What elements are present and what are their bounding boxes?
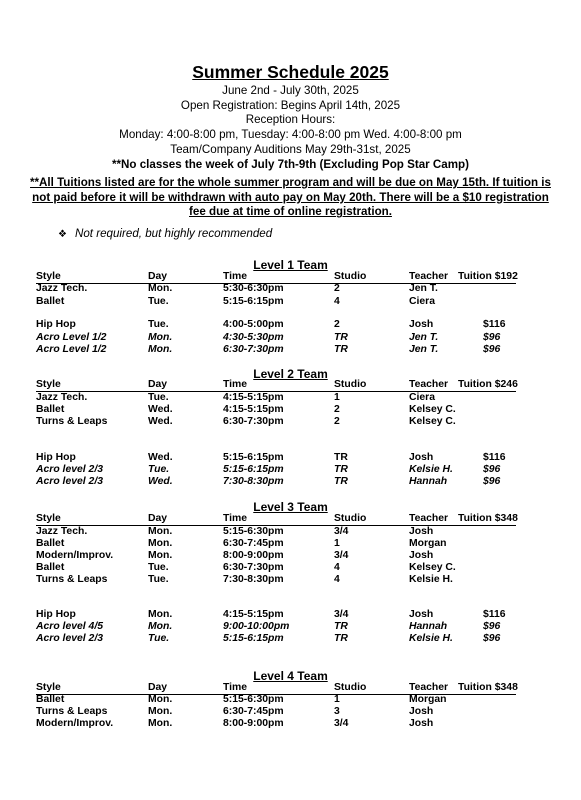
cell-studio: 4 xyxy=(334,296,340,307)
schedule-row xyxy=(0,718,581,731)
cell-teacher: Jen T. xyxy=(409,283,438,294)
cell-day: Mon. xyxy=(148,538,173,549)
schedule-row xyxy=(0,319,581,332)
cell-tuition: $116 xyxy=(483,319,506,330)
cell-style: Jazz Tech. xyxy=(36,283,88,294)
column-header: Day xyxy=(148,513,168,524)
cell-studio: 1 xyxy=(334,538,340,549)
cell-time: 7:30-8:30pm xyxy=(223,476,284,487)
cell-time: 4:00-5:00pm xyxy=(223,319,284,330)
column-header: Style xyxy=(36,513,61,524)
tuition-header: Tuition $192 xyxy=(458,271,518,282)
date-range: June 2nd - July 30th, 2025 xyxy=(222,84,359,97)
cell-day: Wed. xyxy=(148,452,173,463)
schedule-row xyxy=(0,416,581,429)
cell-time: 5:15-6:15pm xyxy=(223,296,284,307)
column-header: Studio xyxy=(334,379,367,390)
cell-style: Acro level 2/3 xyxy=(36,464,104,475)
cell-style: Hip Hop xyxy=(36,319,76,330)
cell-day: Mon. xyxy=(148,706,173,717)
cell-time: 5:15-6:15pm xyxy=(223,452,284,463)
tuition-header: Tuition $348 xyxy=(458,682,518,693)
cell-style: Acro level 2/3 xyxy=(36,476,104,487)
cell-time: 5:15-6:30pm xyxy=(223,694,284,705)
cell-teacher: Jen T. xyxy=(409,344,439,355)
column-header: Day xyxy=(148,682,168,693)
cell-time: 5:15-6:15pm xyxy=(223,464,284,475)
cell-day: Wed. xyxy=(148,416,173,427)
cell-teacher: Josh xyxy=(409,706,434,717)
cell-studio: TR xyxy=(334,633,348,644)
cell-day: Mon. xyxy=(148,332,173,343)
cell-style: Hip Hop xyxy=(36,452,76,463)
page-title: Summer Schedule 2025 xyxy=(192,62,389,82)
team-title: Level 3 Team xyxy=(253,500,328,514)
cell-studio: 3/4 xyxy=(334,718,349,729)
cell-studio: 1 xyxy=(334,694,340,705)
tuition-header: Tuition $348 xyxy=(458,513,518,524)
team-title: Level 4 Team xyxy=(253,669,328,683)
cell-time: 7:30-8:30pm xyxy=(223,574,284,585)
cell-teacher: Josh xyxy=(409,718,434,729)
column-header: Teacher xyxy=(409,682,449,693)
recommendation-text: Not required, but highly recommended xyxy=(74,227,273,240)
cell-tuition: $96 xyxy=(483,621,501,632)
cell-style: Hip Hop xyxy=(36,609,76,620)
cell-day: Tue. xyxy=(148,392,169,403)
column-header: Style xyxy=(36,271,61,282)
cell-style: Ballet xyxy=(36,404,65,415)
cell-teacher: Kelsie H. xyxy=(409,464,453,475)
cell-tuition: $96 xyxy=(483,476,501,487)
cell-teacher: Kelsie H. xyxy=(409,574,453,585)
cell-style: Jazz Tech. xyxy=(36,392,88,403)
cell-teacher: Jen T. xyxy=(409,332,439,343)
cell-time: 5:30-6:30pm xyxy=(223,283,284,294)
cell-day: Mon. xyxy=(148,694,173,705)
cell-teacher: Kelsie H. xyxy=(409,633,453,644)
column-header: Day xyxy=(148,271,168,282)
cell-day: Mon. xyxy=(148,621,173,632)
cell-tuition: $96 xyxy=(483,464,501,475)
column-header: Time xyxy=(223,379,248,390)
schedule-row xyxy=(0,476,581,489)
team-title: Level 1 Team xyxy=(253,258,328,272)
cell-teacher: Josh xyxy=(409,609,434,620)
cell-style: Acro level 4/5 xyxy=(36,621,104,632)
cell-day: Tue. xyxy=(148,562,169,573)
cell-day: Mon. xyxy=(148,526,173,537)
cell-day: Mon. xyxy=(148,718,173,729)
cell-style: Acro Level 1/2 xyxy=(36,332,107,343)
cell-teacher: Morgan xyxy=(409,694,447,705)
cell-day: Tue. xyxy=(148,296,169,307)
cell-day: Tue. xyxy=(148,464,170,475)
cell-studio: 2 xyxy=(334,319,340,330)
schedule-row xyxy=(0,574,581,587)
schedule-row xyxy=(0,344,581,357)
cell-studio: 1 xyxy=(334,392,340,403)
cell-day: Tue. xyxy=(148,574,169,585)
column-header: Style xyxy=(36,379,61,390)
auditions-line: Team/Company Auditions May 29th-31st, 2025 xyxy=(170,142,411,156)
cell-style: Jazz Tech. xyxy=(36,526,88,537)
column-header: Day xyxy=(148,379,168,390)
cell-tuition: $96 xyxy=(483,344,501,355)
column-header: Style xyxy=(36,682,61,693)
column-header: Studio xyxy=(334,682,367,693)
cell-time: 6:30-7:30pm xyxy=(223,562,284,573)
cell-style: Acro level 2/3 xyxy=(36,633,104,644)
column-header: Teacher xyxy=(409,271,449,282)
cell-style: Ballet xyxy=(36,538,65,549)
cell-time: 6:30-7:45pm xyxy=(223,538,284,549)
schedule-row xyxy=(0,283,581,296)
cell-time: 6:30-7:45pm xyxy=(223,706,284,717)
column-header: Time xyxy=(223,682,248,693)
column-header: Teacher xyxy=(409,379,449,390)
cell-studio: TR xyxy=(334,452,348,463)
cell-time: 5:15-6:15pm xyxy=(223,633,284,644)
cell-studio: 3/4 xyxy=(334,609,349,620)
cell-time: 9:00-10:00pm xyxy=(223,621,290,632)
cell-day: Wed. xyxy=(148,476,173,487)
cell-style: Ballet xyxy=(36,296,65,307)
cell-studio: 2 xyxy=(334,283,340,294)
diamond-bullet-icon: ❖ xyxy=(58,229,67,240)
cell-style: Ballet xyxy=(36,562,65,573)
cell-day: Tue. xyxy=(148,633,170,644)
cell-teacher: Kelsey C. xyxy=(409,404,456,415)
cell-teacher: Hannah xyxy=(409,621,448,632)
cell-tuition: $96 xyxy=(483,633,501,644)
registration-line: Open Registration: Begins April 14th, 2025 xyxy=(180,98,401,112)
cell-teacher: Kelsey C. xyxy=(409,562,456,573)
cell-time: 4:15-5:15pm xyxy=(223,609,284,620)
cell-time: 4:15-5:15pm xyxy=(223,392,284,403)
cell-teacher: Josh xyxy=(409,319,434,330)
cell-tuition: $96 xyxy=(483,332,501,343)
column-header: Studio xyxy=(334,513,367,524)
cell-studio: TR xyxy=(334,464,348,475)
cell-day: Wed. xyxy=(148,404,173,415)
cell-studio: TR xyxy=(334,332,348,343)
cell-tuition: $116 xyxy=(483,609,506,620)
no-class-note: **No classes the week of July 7th-9th (Excluding Pop Star Camp) xyxy=(112,157,469,171)
cell-teacher: Josh xyxy=(409,526,434,537)
schedule-row xyxy=(0,296,581,309)
cell-studio: 3/4 xyxy=(334,550,349,561)
cell-studio: 4 xyxy=(334,574,340,585)
cell-tuition: $116 xyxy=(483,452,506,463)
cell-time: 6:30-7:30pm xyxy=(223,416,284,427)
cell-studio: TR xyxy=(334,344,348,355)
cell-day: Mon. xyxy=(148,344,173,355)
cell-style: Ballet xyxy=(36,694,65,705)
cell-studio: 3 xyxy=(334,706,340,717)
cell-studio: TR xyxy=(334,621,348,632)
column-header: Studio xyxy=(334,271,367,282)
column-header: Time xyxy=(223,271,248,282)
column-header: Teacher xyxy=(409,513,449,524)
cell-studio: 4 xyxy=(334,562,340,573)
cell-style: Turns & Leaps xyxy=(36,574,108,585)
cell-teacher: Josh xyxy=(409,550,434,561)
cell-style: Modern/Improv. xyxy=(36,550,114,561)
cell-studio: 3/4 xyxy=(334,526,349,537)
cell-day: Mon. xyxy=(148,283,173,294)
cell-time: 8:00-9:00pm xyxy=(223,550,284,561)
cell-time: 4:15-5:15pm xyxy=(223,404,284,415)
cell-studio: TR xyxy=(334,476,348,487)
cell-day: Tue. xyxy=(148,319,169,330)
cell-teacher: Ciera xyxy=(409,296,435,307)
cell-studio: 2 xyxy=(334,416,340,427)
cell-style: Acro Level 1/2 xyxy=(36,344,107,355)
cell-style: Modern/Improv. xyxy=(36,718,114,729)
column-header: Time xyxy=(223,513,248,524)
cell-teacher: Josh xyxy=(409,452,434,463)
cell-day: Mon. xyxy=(148,550,173,561)
reception-hours-label: Reception Hours: xyxy=(245,113,336,127)
cell-time: 4:30-5:30pm xyxy=(223,332,284,343)
tuition-header: Tuition $246 xyxy=(458,379,518,390)
schedule-row xyxy=(0,633,581,646)
cell-style: Turns & Leaps xyxy=(36,706,108,717)
reception-hours: Monday: 4:00-8:00 pm, Tuesday: 4:00-8:00 pm Wed. 4:00-8:00 pm xyxy=(119,128,462,142)
cell-teacher: Hannah xyxy=(409,476,448,487)
cell-teacher: Kelsey C. xyxy=(409,416,456,427)
cell-time: 8:00-9:00pm xyxy=(223,718,284,729)
team-title: Level 2 Team xyxy=(253,367,328,381)
cell-day: Mon. xyxy=(148,609,173,620)
cell-style: Turns & Leaps xyxy=(36,416,108,427)
cell-teacher: Ciera xyxy=(409,392,435,403)
recommendation-note xyxy=(58,227,272,240)
cell-time: 5:15-6:30pm xyxy=(223,526,284,537)
cell-teacher: Morgan xyxy=(409,538,447,549)
cell-time: 6:30-7:30pm xyxy=(223,344,284,355)
tuition-notice: **All Tuitions listed are for the whole summer program and will be due on May 15th. If tuition is not paid before it will be withdrawn with auto pay on May 20th. There will be a $10 registration fee due at time of online registration. xyxy=(30,176,551,219)
cell-studio: 2 xyxy=(334,404,340,415)
